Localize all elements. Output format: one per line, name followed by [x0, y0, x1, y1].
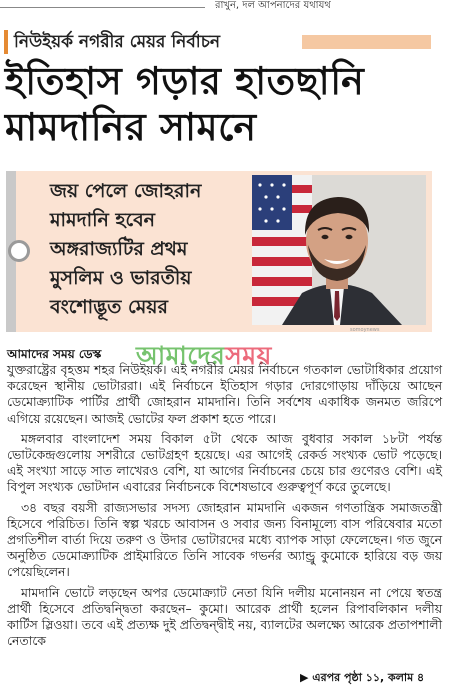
- highlight-box: [6, 171, 432, 332]
- adjacent-column-fragment: [448, 171, 456, 699]
- top-divider: [0, 7, 205, 8]
- paragraph-3: ৩৪ বছর বয়সী রাজ্যসভার সদস্য জোহরান মামদানি একজন গণতান্ত্রিক সমাজতন্ত্রী হিসেবে পরিচিত। তিনি স্বল্প খরচে আবাসন ও সবার জন্য বিনামূল্যে বাস পরিষেবার মতো প্রগতিশীল বার্তা দিয়ে তরুণ ও উদার ভোটারদের মধ্যে ব্যাপক সাড়া ফেলেছেন। গত জুনে অনুষ্ঠিত ডেমোক্র্যাটিক প্রাইমারিতে তিনি সাবেক গভর্নর অ্যান্ড্রু কুমোকে হারিয়ে বড় জয় পেয়েছিলেন।: [7, 499, 442, 580]
- candidate-photo: [252, 175, 426, 325]
- continuation-note: [300, 669, 424, 685]
- article-body: [7, 362, 442, 653]
- kicker-text: নিউইয়র্ক নগরীর মেয়র নির্বাচন: [14, 32, 221, 52]
- photo-credit: somoynews: [350, 327, 380, 333]
- kicker-accent-bar: [4, 30, 8, 54]
- paragraph-4: মামদানি ভোটে লড়ছেন অপর ডেমোক্র্যাট নেতা যিনি দলীয় মনোনয়ন না পেয়ে স্বতন্ত্র প্রার্থী হিসেবে প্রতিদ্বন্দ্বিতা করছেন– কুমো। আরেক প্রার্থী হলেন রিপাবলিকান দলীয় কার্টিস স্লিওয়া। তবে এই প্রত্যক্ষ দুই প্রতিদ্বন্দ্বীই নয়, ব্যালটের অলক্ষ্যে আরেক প্রতাপশালী নেতাকে: [7, 584, 442, 649]
- watermark-part-1: আমাদের: [136, 341, 226, 370]
- portrait-illustration: [252, 175, 426, 325]
- continuation-text: এরপর পৃষ্ঠা ১১, কলাম ৪: [312, 671, 425, 684]
- kicker-decor-bar: [302, 35, 431, 49]
- box-bullet-ring: [8, 240, 30, 262]
- subheadline: জয় পেলে জোহরান মামদানি হবেন অঙ্গরাজ্যটির প্রথম মুসলিম ও ভারতীয় বংশোদ্ভূত মেয়র: [50, 180, 202, 318]
- paragraph-2: মঙ্গলবার বাংলাদেশ সময় বিকাল ৫টা থেকে আজ বুধবার সকাল ১৮টা পর্যন্ত ভোটকেন্দ্রগুলোয় সশরীরে ভোটগ্রহণ হয়েছে। এর আগেই রেকর্ড সংখ্যক ভোট পড়েছে। এই সংখ্যা সাড়ে সাত লাখেরও বেশি, যা আগের নির্বাচনের চেয়ে চার গুণেরও বেশি। এই বিপুল সংখ্যক ভোটদান এবারের নির্বাচনকে বিশেষভাবে গুরুত্বপূর্ণ করে তুলেছে।: [7, 430, 442, 495]
- watermark-part-2: সময়: [225, 341, 272, 370]
- continue-arrow-icon: ▶: [300, 671, 313, 684]
- paragraph-1: যুক্তরাষ্ট্রের বৃহত্তম শহর নিউইয়র্ক। এই নগরীর মেয়র নির্বাচনে গতকাল ভোটাধিকার প্রয়োগ করেছেন স্থানীয় ভোটাররা। এই নির্বাচনে ইতিহাস গড়ার দোরগোড়ায় দাঁড়িয়ে আছেন ডেমোক্র্যাটিক পার্টির প্রার্থী জোহরান মামদানি। তিনি সর্বশেষ একাধিক জনমত জরিপে এগিয়ে রয়েছেন। আজই ভোটের ফল প্রকাশ হতে পারে।: [7, 362, 442, 426]
- kicker: [4, 30, 431, 54]
- previous-article-snippet: রাখুন, দল আপনাদের যথাযথ: [215, 0, 331, 11]
- byline: আমাদের সময় ডেস্ক: [7, 347, 102, 361]
- headline: ইতিহাস গড়ার হাতছানি মামদানির সামনে: [5, 59, 365, 149]
- top-strip: [0, 0, 456, 14]
